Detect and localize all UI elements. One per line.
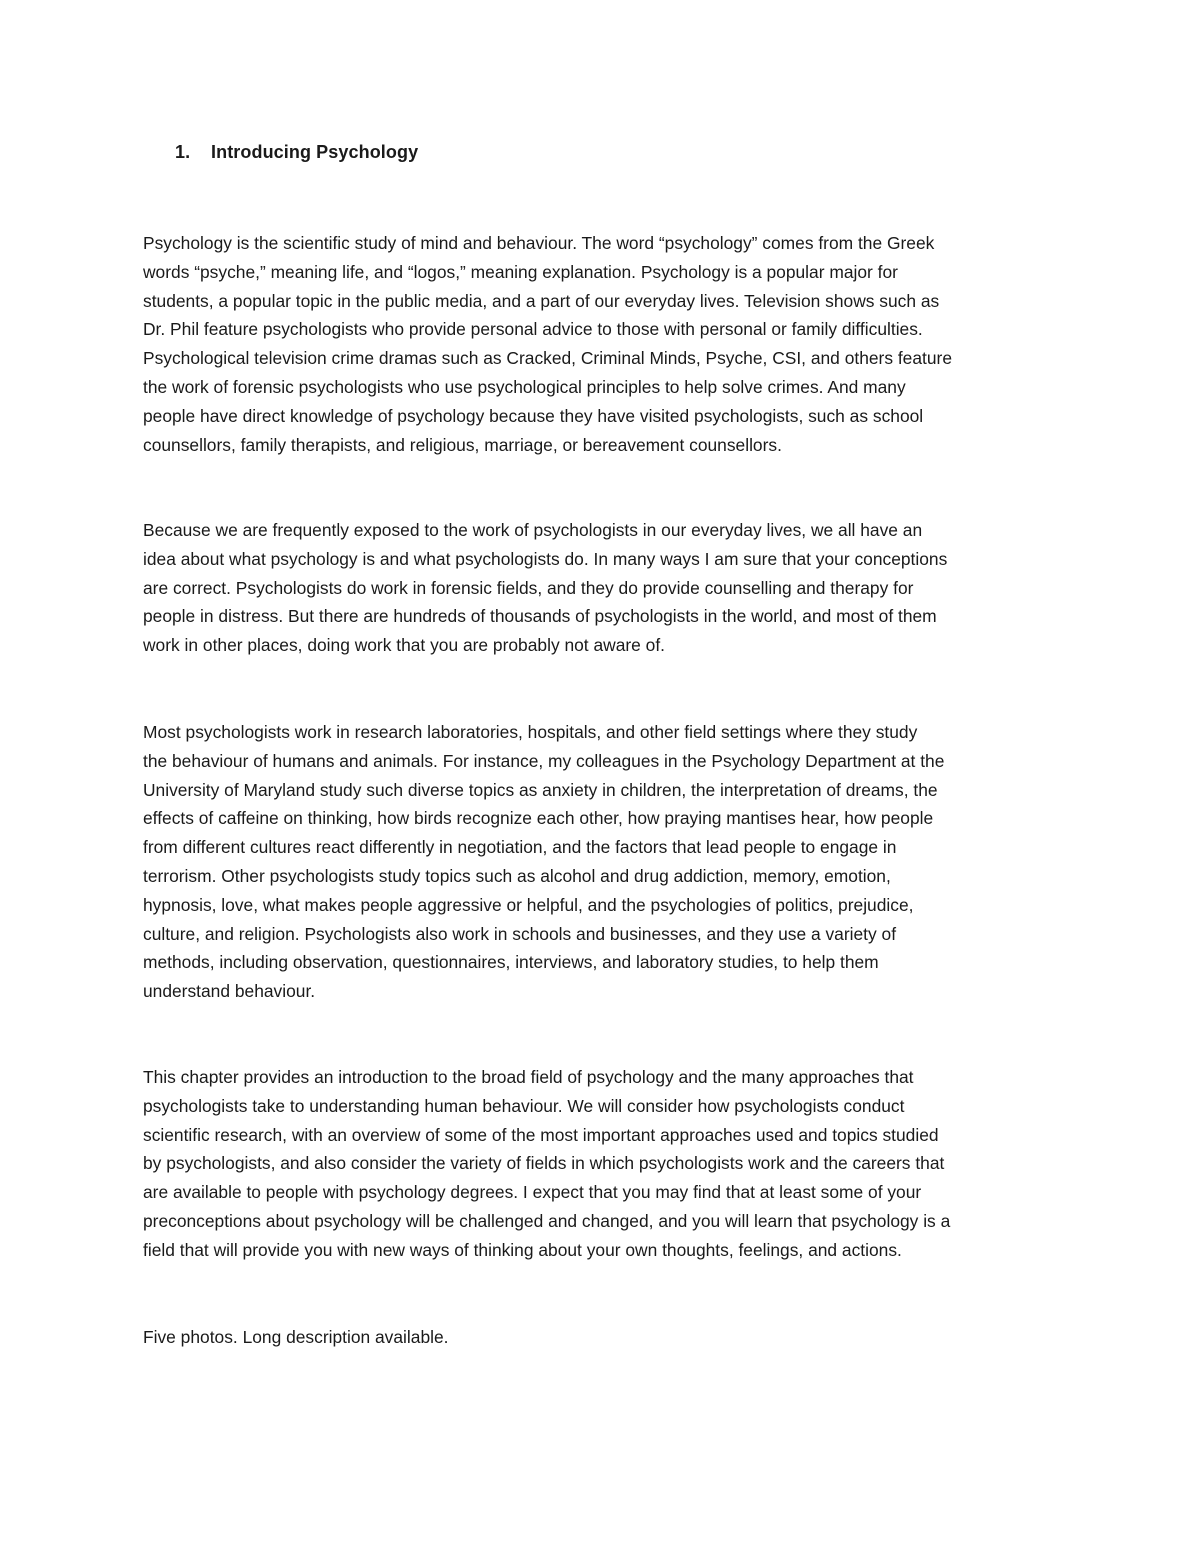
text-line: people have direct knowledge of psychology because they have visited psychologists, such as school [143,405,924,426]
text-line: scientific research, with an overview of some of the most important approaches used and topics studied [143,1124,939,1145]
text-line: from different cultures react differently in negotiation, and the factors that lead people to engage in [143,837,897,858]
text-line: psychologists take to understanding human behaviour. We will consider how psychologists conduct [143,1095,905,1116]
text-line: methods, including observation, questionnaires, interviews, and laboratory studies, to help them [143,952,879,973]
text-line: students, a popular topic in the public media, and a part of our everyday lives. Television shows such as [143,290,940,311]
text-line: by psychologists, and also consider the variety of fields in which psychologists work and the careers that [143,1153,945,1174]
text-line: field that will provide you with new ways of thinking about your own thoughts, feelings, and actions. [143,1239,902,1260]
text-line: idea about what psychology is and what psychologists do. In many ways I am sure that your conceptions [143,548,948,569]
text-line: effects of caffeine on thinking, how birds recognize each other, how praying mantises hear, how people [143,808,934,829]
text-line: people in distress. But there are hundreds of thousands of psychologists in the world, and most of them [143,606,937,627]
text-line: counsellors, family therapists, and religious, marriage, or bereavement counsellors. [143,434,782,455]
text-line: Psychological television crime dramas such as Cracked, Criminal Minds, Psyche, CSI, and others feature [143,348,952,369]
paragraph-intro [143,229,1083,459]
text-line: are correct. Psychologists do work in forensic fields, and they do provide counselling and therapy for [143,577,914,598]
paragraph-exposure [143,516,1083,660]
text-line: are available to people with psychology degrees. I expect that you may find that at least some of your [143,1182,922,1203]
text-line: University of Maryland study such diverse topics as anxiety in children, the interpretation of dreams, the [143,779,938,800]
text-line: Dr. Phil feature psychologists who provide personal advice to those with personal or family difficulties. [143,319,923,340]
text-line: Most psychologists work in research laboratories, hospitals, and other field settings where they study [143,722,918,742]
section-heading [175,142,418,163]
text-line: hypnosis, love, what makes people aggressive or helpful, and the psychologies of politics, prejudice, [143,894,914,915]
section-number: 1. [175,142,191,162]
text-line: work in other places, doing work that you are probably not aware of. [143,635,666,656]
paragraph-research [143,718,1083,1006]
text-line: terrorism. Other psychologists study topics such as alcohol and drug addiction, memory, emotion, [143,865,891,886]
text-line: words “psyche,” meaning life, and “logos,” meaning explanation. Psychology is a popular major for [143,261,898,282]
text-line: Because we are frequently exposed to the work of psychologists in our everyday lives, we all have an [143,520,923,540]
paragraph-photo-caption [143,1323,1083,1352]
section-title: Introducing Psychology [211,142,419,162]
text-line: Five photos. Long description available. [143,1327,449,1347]
text-line: understand behaviour. [143,981,316,1002]
text-line: preconceptions about psychology will be challenged and changed, and you will learn that psychology is a [143,1210,951,1231]
text-line: the behaviour of humans and animals. For instance, my colleagues in the Psychology Department at the [143,750,945,771]
paragraph-chapter-overview [143,1063,1083,1265]
text-line: This chapter provides an introduction to the broad field of psychology and the many approaches that [143,1067,914,1087]
text-line: the work of forensic psychologists who use psychological principles to help solve crimes. And many [143,376,906,397]
text-line: Psychology is the scientific study of mind and behaviour. The word “psychology” comes from the Greek [143,233,935,253]
text-line: culture, and religion. Psychologists also work in schools and businesses, and they use a variety of [143,923,897,944]
